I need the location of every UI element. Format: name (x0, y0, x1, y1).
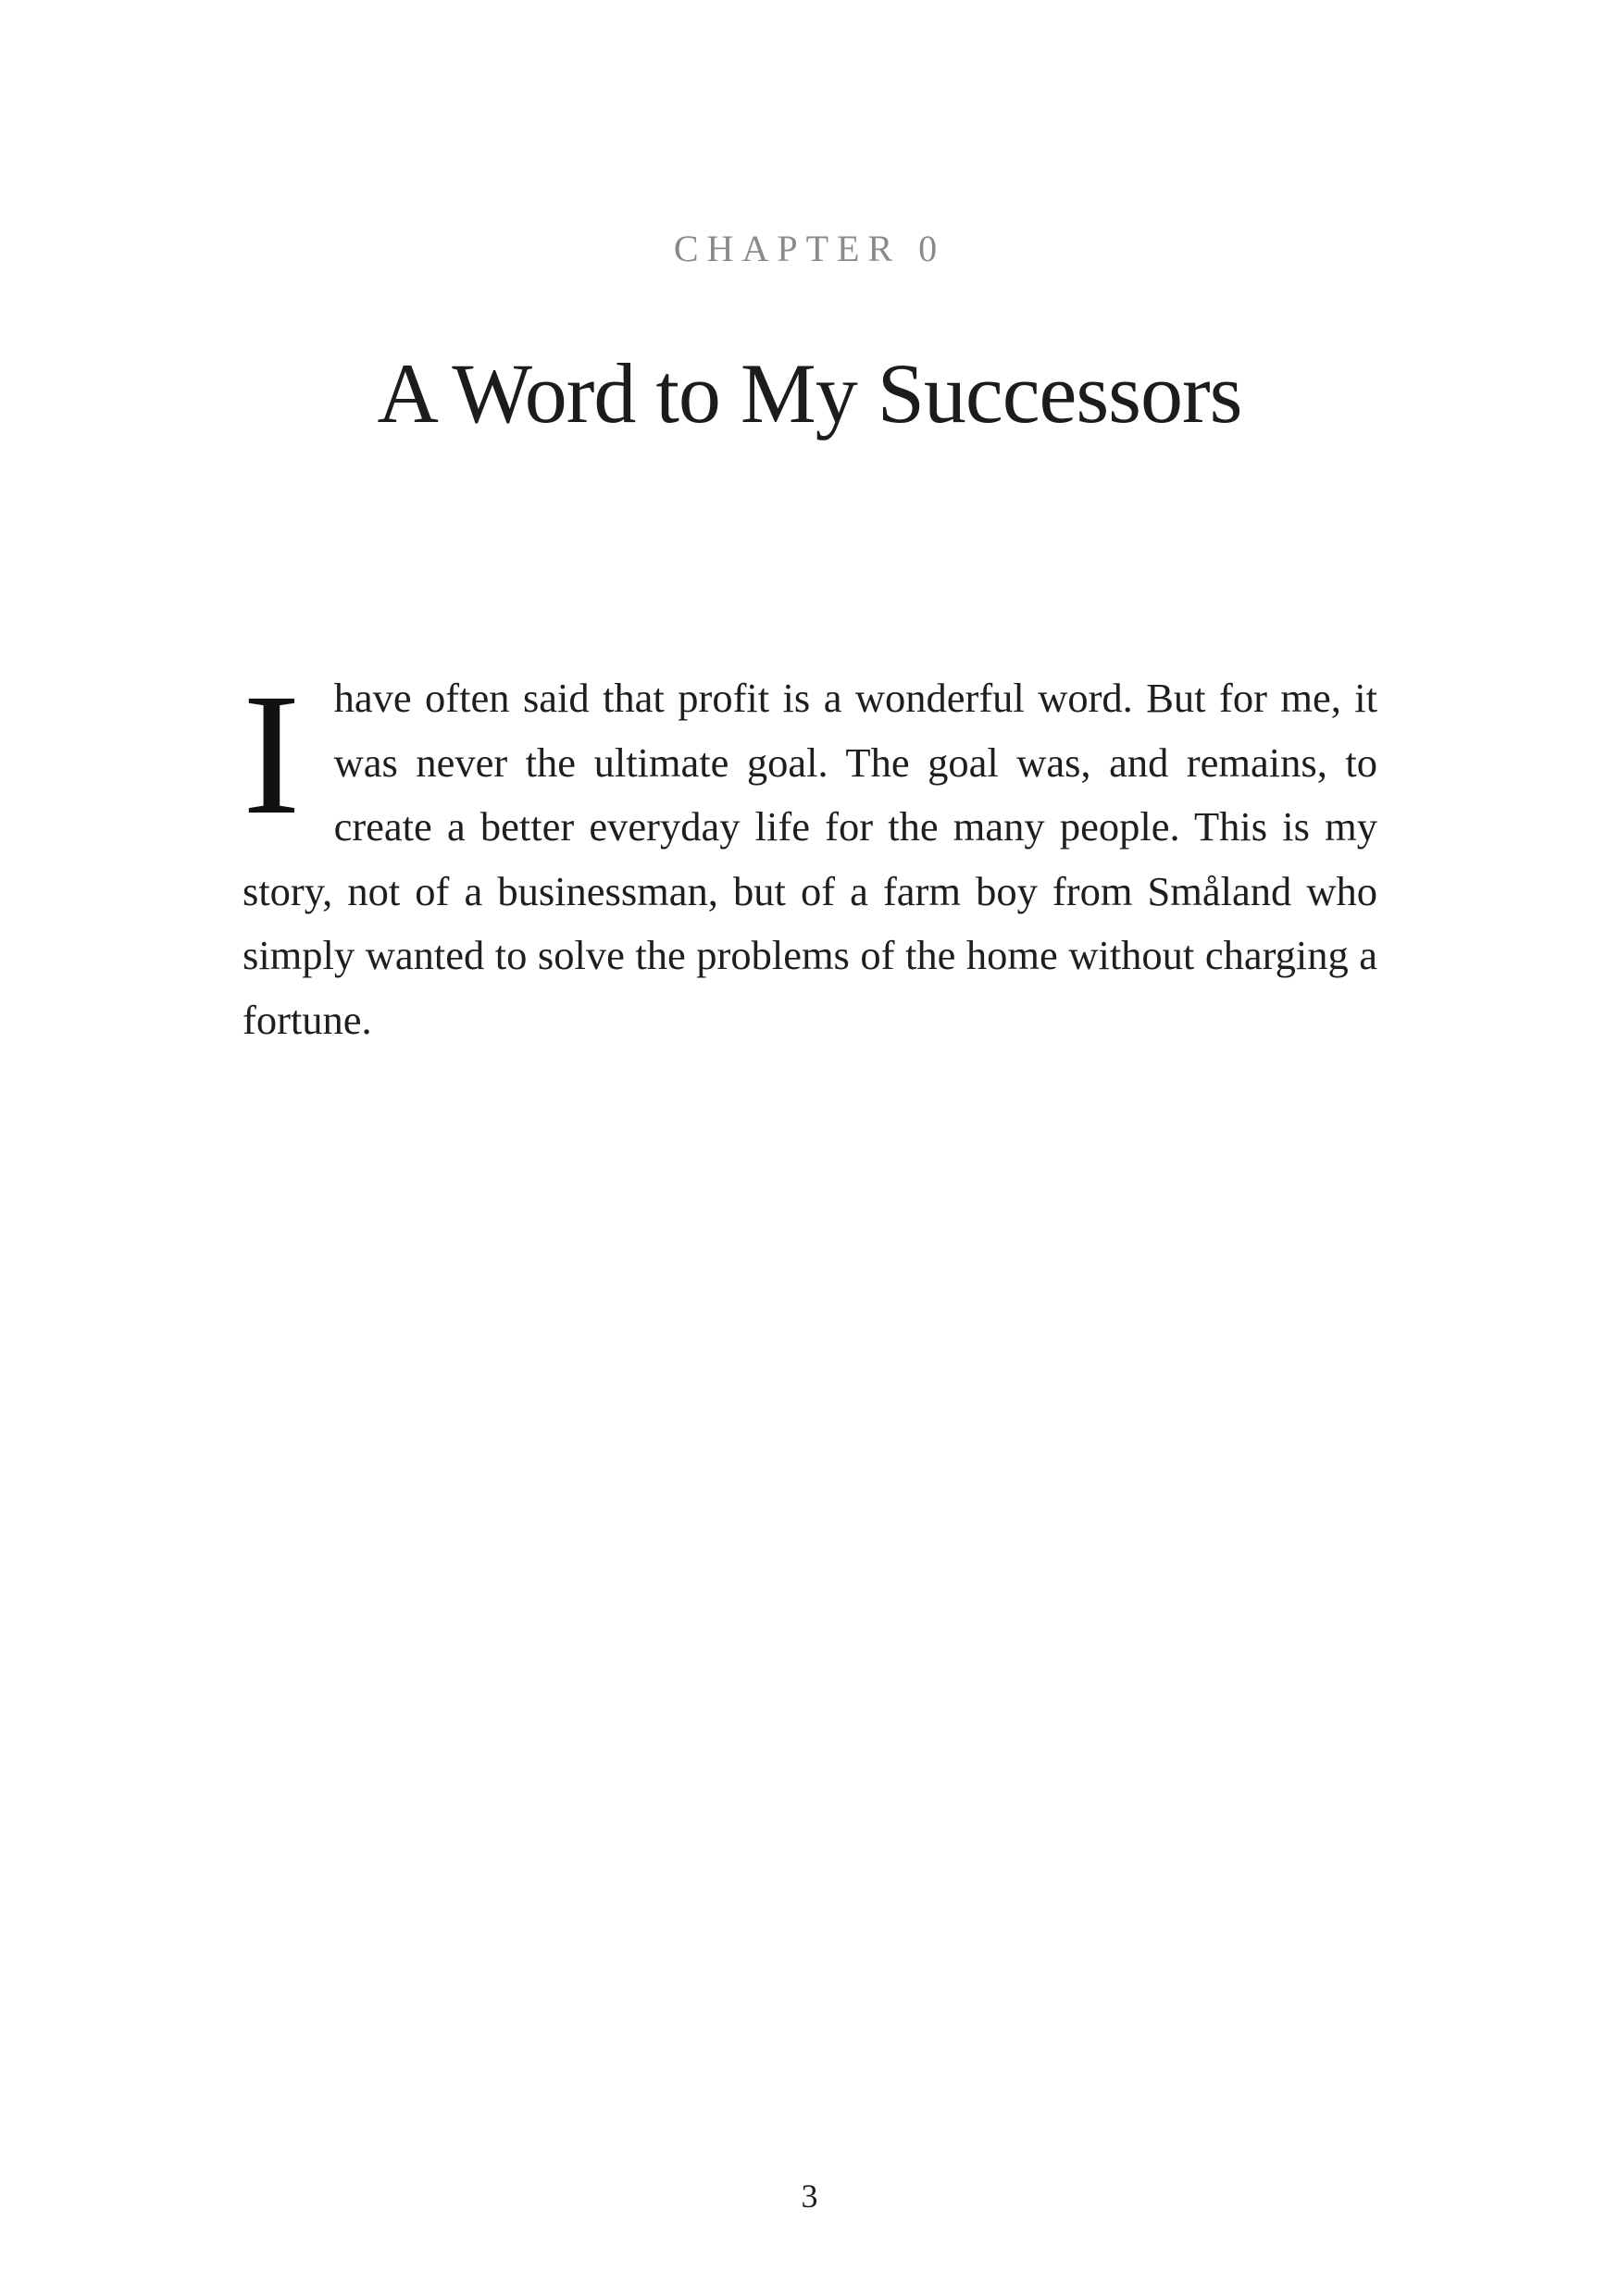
drop-cap: I (243, 657, 301, 850)
chapter-label: CHAPTER 0 (673, 228, 946, 269)
page-number: 3 (801, 2178, 818, 2215)
body-paragraph-text: have often said that profit is a wonderful word. But for me, it was never the ultimate goal. The goal was, and remains, to create a better everyday life for the many people. This is my story, not of a businessman, but of a farm boy from Småland who simply wanted to solve the problems of the home without charging a fortune. (243, 675, 1377, 1043)
body-paragraph (243, 657, 1377, 1052)
chapter-title: A Word to My Successors (377, 346, 1242, 441)
